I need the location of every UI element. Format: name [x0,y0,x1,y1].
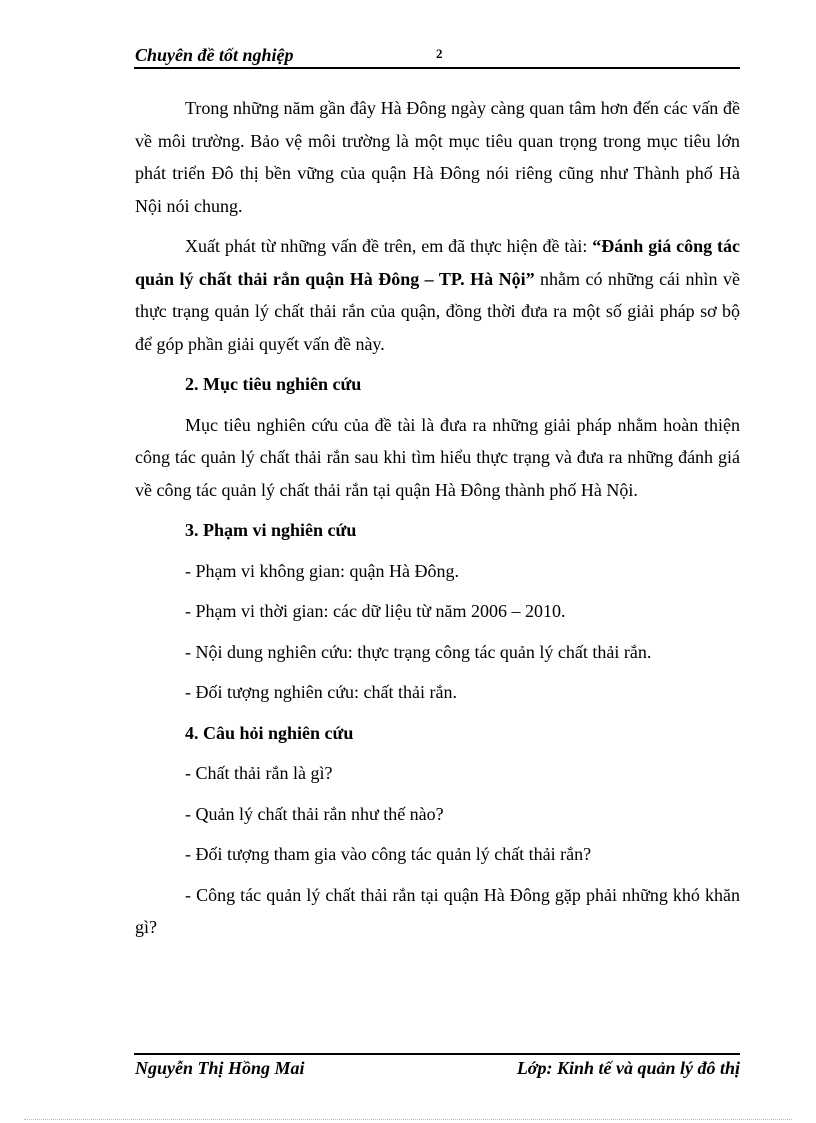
document-body [135,92,740,952]
scope-item: - Nội dung nghiên cứu: thực trạng công tác quản lý chất thải rắn. [185,641,652,662]
topic-paragraph [135,230,740,360]
section-2-paragraph: Mục tiêu nghiên cứu của đề tài là đưa ra những giải pháp nhằm hoàn thiện công tác quản lý chất thải rắn sau khi tìm hiểu thực trạng và đưa ra những đánh giá về công tác quản lý chất thải rắn tại quận Hà Đông thành phố Hà Nội. [135,414,740,500]
topic-paragraph-end: nhằm có những cái nhìn về thực trạng quản lý chất thải rắn của quận, đồng thời đưa ra một số giải pháp sơ bộ để góp phần giải quyết vấn đề này. [135,268,740,354]
question-item: - Đối tượng tham gia vào công tác quản lý chất thải rắn? [185,844,592,864]
section-4-heading: 4. Câu hỏi nghiên cứu [185,722,354,743]
page-bottom-border [24,1119,792,1120]
scope-item: - Phạm vi không gian: quận Hà Đông. [185,560,459,581]
header-title: Chuyên đề tốt nghiệp [135,45,294,65]
intro-paragraph: Trong những năm gần đây Hà Đông ngày càng quan tâm hơn đến các vấn đề về môi trường. Bảo vệ môi trường là một mục tiêu quan trọng trong mục tiêu lớn phát triển Đô thị bền vững của quận Hà Đông nói riêng cũng như Thành phố Hà Nội nói chung. [135,98,740,216]
footer-author: Nguyễn Thị Hồng Mai [135,1058,305,1078]
question-item: - Chất thải rắn là gì? [185,763,333,783]
question-item: - Công tác quản lý chất thải rắn tại quận Hà Đông gặp phải những khó khăn gì? [135,884,740,937]
footer-class: Lớp: Kinh tế và quản lý đô thị [516,1058,740,1078]
page-number: 2 [436,46,443,61]
section-3-heading: 3. Phạm vi nghiên cứu [185,520,357,540]
header-rule [134,67,740,69]
footer-rule [134,1053,740,1055]
scope-item: - Đối tượng nghiên cứu: chất thải rắn. [185,682,457,702]
question-item: - Quản lý chất thải rắn như thế nào? [185,803,444,824]
topic-paragraph-start: Xuất phát từ những vấn đề trên, em đã thực hiện đề tài: [185,236,593,256]
section-2-heading: 2. Mục tiêu nghiên cứu [185,374,362,394]
scope-item: - Phạm vi thời gian: các dữ liệu từ năm 2006 – 2010. [185,601,566,621]
topic-title: “Đánh giá công tác quản lý chất thải rắn quận Hà Đông – TP. Hà Nội” [135,236,740,289]
